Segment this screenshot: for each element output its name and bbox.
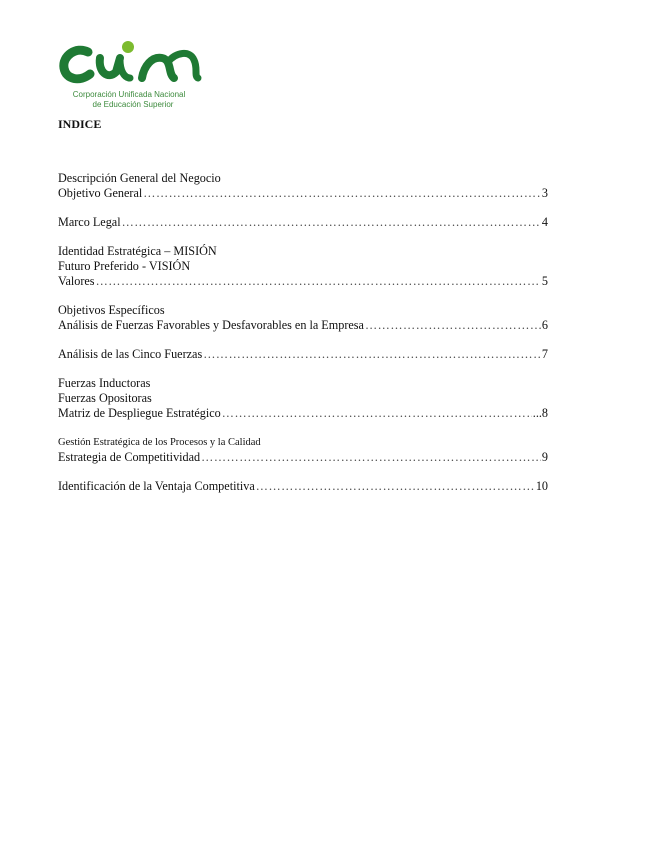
- toc-entry: Identificación de la Ventaja Competitiva …………………………………………………………………………………………………………………………………………………………… 10: [58, 479, 548, 494]
- toc-entry: Identidad Estratégica – MISIÓN: [58, 244, 217, 258]
- logo-caption-line2: de Educación Superior: [92, 100, 174, 109]
- page-title: INDICE: [58, 117, 102, 131]
- cun-logo-mark: [58, 38, 208, 90]
- logo-caption-line1: Corporación Unificada Nacional: [72, 90, 186, 99]
- toc-entry: Descripción General del Negocio: [58, 171, 221, 185]
- table-of-contents: [58, 171, 548, 494]
- toc-entry: Gestión Estratégica de los Procesos y la Calidad: [58, 437, 261, 448]
- toc-entry: Fuerzas Opositoras: [58, 391, 152, 405]
- cun-logo: [58, 38, 208, 114]
- toc-entry: Análisis de las Cinco Fuerzas …………………………………………………………………………………………………………………………………………………………… 7: [58, 347, 548, 362]
- toc-entry: Fuerzas Inductoras: [58, 376, 151, 390]
- toc-entry: Análisis de Fuerzas Favorables y Desfavorables en la Empresa …………………………………………………………………………………………………………………………………………………………… 6: [58, 318, 548, 333]
- toc-entry: Objetivos Específicos: [58, 303, 165, 317]
- toc-entry: Matriz de Despliegue Estratégico …………………………………………………………………………………………………………………………………………………………… ...8: [58, 406, 548, 421]
- toc-entry: Futuro Preferido - VISIÓN: [58, 259, 191, 273]
- toc-entry: Marco Legal …………………………………………………………………………………………………………………………………………………………… 4: [58, 215, 548, 230]
- toc-entry: Objetivo General …………………………………………………………………………………………………………………………………………………………… 3: [58, 186, 548, 201]
- toc-entry: Estrategia de Competitividad …………………………………………………………………………………………………………………………………………………………… 9: [58, 450, 548, 465]
- toc-entry: Valores …………………………………………………………………………………………………………………………………………………………… 5: [58, 274, 548, 289]
